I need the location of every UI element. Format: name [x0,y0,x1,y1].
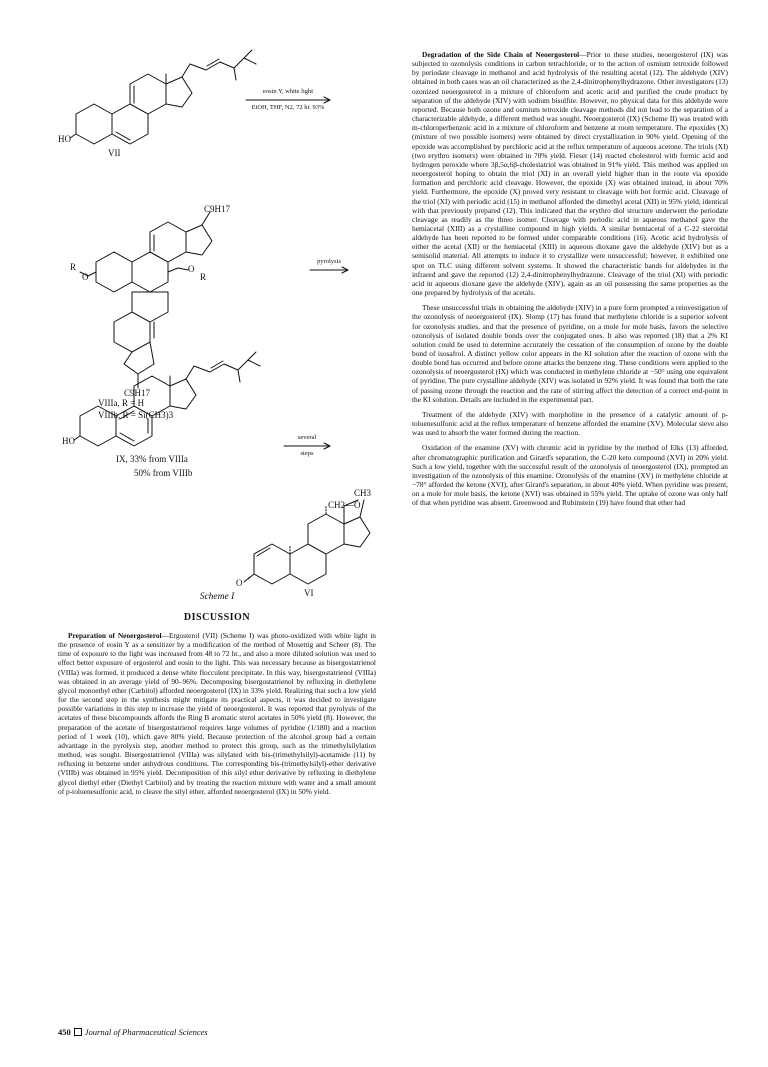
paragraph-text: —Prior to these studies, neoergosterol (IX) was subjected to ozonolysis conditions in carbon tetrachloride, or to the action of osmium tetroxide followed by periodate cleavage in methanol and acid hydrolysis of the resulting acetal (12). The aldehyde (XIV) obtained in both cases was an oil characterized as the 2,4-dinitrophenylhydrazone. Other investigators (13) ozonized neoergosterol in a mixture of chloroform and acetic acid and purified the crude product by separation of the aldehyde (XIV) with sodium bisulfite. However, no physical data for this aldehyde were reported. Because both ozone and osmium tetroxide cleavage methods did not lead to the separation of a characterizable aldehyde, a different method was sought. Neoergosterol (IX) (Scheme II) was treated with m-chloroperbenzoic acid in a mixture of chloroform and benzene at room temperature. The epoxides (X) (mixture of two possible isomers) were obtained by direct crystallization in 90% yield. Opening of the epoxide was accomplished by perchloric acid at the reflux temperature of aqueous acetone. The triols (XI) (two erythro isomers) were obtained in 70% yield. Fieser (14) reacted cholesterol with formic acid and hydrogen peroxide where 3β,5α,6β-cholestatriol was obtained in 91% yield. This method was applied on neoergosterol hoping to obtain the triol (XI) in an overall yield higher than in the route via epoxide formation and perchloric acid cleavage. However, the epoxide (X) was obtained instead, in about 70% yield. Furthermore, the epoxide (X) proved very resistant to cleavage with hot formic acid. Cleavage of the triol (XI) with periodic acid (15) in methanol afforded the dimethyl acetal (XII) in 95% yield, identical with that previously prepared (12). This indicated that the erythro diol structure underwent the periodate cleavage as readily as the threo isomer. Cleavage with periodic acid in aqueous methanol gave the hemiacetal (XIII) as a crystalline compound in high yields. A similar hemiacetal of a C-22 steroidal aldehyde has been reported to be formed under comparable conditions (16). Acetic acid hydrolysis of either the acetal (XII) or the hemiacetal (XIII) in aqueous dioxane gave the aldehyde (XIV) but as a semisolid material. All attempts to induce it to crystallize were unsuccessful; however, it exhibited one spot on TLC using different solvent systems. It showed the characteristic bands for aldehydes in the infrared and gave the reported (12) 2,4-dinitrophenylhydrazone. Cleavage of the triol (XI) with periodic acid in aqueous dioxane gave the aldehyde (XIV), again as an oil possessing the same properties as the one prepared by hydrolysis of the acetals. [412,50,728,298]
label-o-ketone: O [236,578,243,588]
page-footer [58,1027,208,1037]
paragraph-text: Oxidation of the enamine (XV) with chromic acid in pyridine by the method of Elks (13) afforded, after chromatographic purification and Girard's separation, the C-20 keto compound (XVI) in 20% yield. Such a low yield, together with the successful result of the ozonolysis of neoergosterol (IX), prompted an investigation of the ozonolysis of this enamine. Ozonolysis of the enamine (XV) in methylene chloride at −78° afforded the ketone (XVI), after Girard's separation, in about 40% yield. When pyridine was present, on a mole for mole basis, the ketone (XVI) was obtained in 55% yield. The uptake of ozone was only half of that when pyridine was absent. Greenwood and Rubinstein (19) have found that ether had [412,443,728,508]
paragraph-text: —Ergosterol (VII) (Scheme I) was photo-oxidized with white light in the presence of eosin Y as a sensitizer by a modification of the method of Mosettig and Scheer (8). The time of exposure to the light was increased from 48 to 72 hr., and also a more diluted solution was used to effect better exposure of ergosterol and eosin to the light. This was necessary because as bisergostatrienol (VIIIa) was formed, it produced a dense white flocculent precipitate. In this way, bisergostatrienol (VIIIa) was obtained in an average yield of 90–96%. Decomposing bisergostatrienol by refluxing in diethylene glycol monoethyl ether (Carbitol) afforded neoergosterol (IX) in 33% yield. Realizing that such a low yield for the second step in the synthesis might mitigate its practical aspects, it was decided to investigate possible variations in this step to increase the yield of neoergosterol. It was reported that pyrolysis of the acetates of these biscompounds affords the Ring B aromatic sterol acetates in 50% yield (8). However, the preparation of the acetate of bisergostatrienol requires large volumes of pyridine (1/180) and a reaction period of 1 week (10), which gave 80% yield. Because protection of the alcohol group had a certain advantage in the pyrolysis step, another method to protect this group, such as the trimethylsilylation method, was sought. Bisergostatrienol (VIIIa) was silylated with bis-(trimethylsilyl)-acetamide (11) by refluxing in benzene under anhydrous conditions. The corresponding bis-(trimethylsilyl)-ether derivative (VIIIb) was obtained in 95% yield. Decomposition of this silyl ether derivative by refluxing in diethylene glycol diethyl ether (Diethyl Carbitol) and by treating the reaction mixture with water and a small amount of p-toluenesulfonic acid, to cleave the silyl ether, afforded neoergosterol (IX) in 50% yield. [58,631,377,796]
paragraph-text: These unsuccessful trials in obtaining the aldehyde (XIV) in a pure form prompted a reinvestigation of the ozonolysis of neoergosterol (IX). Slomp (17) has found that methylene chloride is a superior solvent for ozonolysis studies, and that the presence of pyridine, on a mole for mole basis, favors the selective ozonolysis of isolated double bonds over the conjugated ones. It also was reported (18) that a 2% KI solution could be used to determine accurately the cessation of the consumption of ozone by the double bond of isosafrol. A distinct yellow color appears in the KI solution after the reaction of ozone with the double bond has occurred and before ozone attacks the benzene ring. These conditions were applied to the ozonolysis of neoergosterol (IX) which was conducted in methylene chloride at −50° using one equivalent of pyridine. The pure crystalline aldehyde (XIV) was isolated in 92% yield. It was found that both the rate of passing ozone through the reaction and the rate of stirring affect the detection of a correct end-point in the KI solution. Details are included in the experimental part. [412,303,728,404]
paragraph-title: Degradation of the Side Chain of Neoergosterol [422,50,580,59]
condition-step3-top: several [297,434,317,441]
label-r-right: R [200,272,207,282]
right-column [412,50,728,508]
condition-step3-bottom: steps [300,450,314,457]
page-number: 450 [58,1027,71,1037]
label-c9h17-bottom: C9H17 [124,388,151,398]
section-heading-discussion: DISCUSSION [183,612,251,623]
paragraph-enamine [412,410,728,437]
structure-vii-ergosterol [70,50,256,144]
label-vi: VI [304,588,314,598]
condition-step1-top: eosin Y, white light [262,88,314,95]
label-o-right: O [188,264,195,274]
paragraph-side-chain-degradation [412,50,728,297]
paragraph-text: Treatment of the aldehyde (XIV) with morpholine in the presence of a catalytic amount of p-toluenesulfonic acid at the reflux temperature of benzene afforded the enamine (XV). Molecular sieve also was used to absorb the water formed during the reaction. [412,409,728,438]
label-viiib: VIIIb, R = Si(CH3)3 [98,410,174,420]
scheme-caption: Scheme I [199,592,235,602]
label-viiia: VIIIa, R = H [98,398,145,408]
journal-name: Journal of Pharmaceutical Sciences [84,1027,208,1037]
label-ch3: CH3 [354,488,372,498]
label-o-left: O [82,272,89,282]
paragraph-enamine-oxidation [412,443,728,507]
label-c9h17-top: C9H17 [204,204,231,214]
paragraph-title: Preparation of Neoergosterol [68,631,162,640]
label-ho-ix: HO [62,436,75,446]
structure-viii-bis-compound [80,212,212,388]
square-glyph-icon [74,1028,82,1036]
label-ix: IX, 33% from VIIIa [116,454,188,464]
paragraph-ozonolysis [412,303,728,404]
structure-vi-steroid [244,500,370,584]
condition-step2: pyrolysis [317,258,341,265]
label-vii: VII [108,148,121,158]
paragraph-neoergosterol-preparation [58,631,376,796]
label-ch2-o: CH2—O [328,500,361,510]
label-r-left: R [70,262,77,272]
left-column [58,48,376,796]
label-ix-b: 50% from VIIIb [134,468,193,478]
label-ho-vii: HO [58,134,71,144]
condition-step1-bottom: EtOH, THF, N2, 72 hr. 93% [251,104,325,111]
